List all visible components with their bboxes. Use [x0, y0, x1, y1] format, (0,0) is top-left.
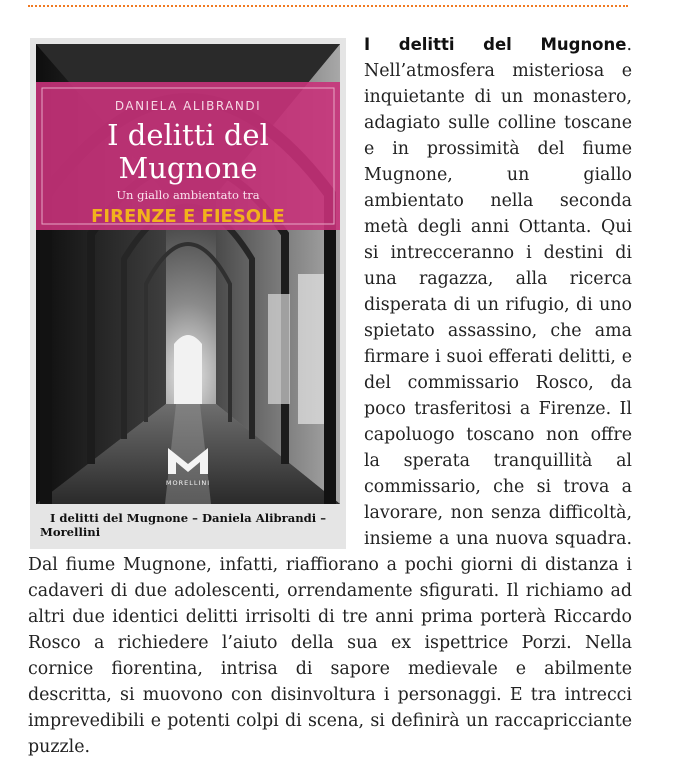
cover-author: DANIELA ALIBRANDI — [114, 99, 262, 113]
top-dotted-divider — [28, 5, 628, 7]
cover-title-line1: I delitti del — [107, 118, 269, 152]
article-title-end: . — [626, 35, 632, 55]
article-title: I delitti del Mugnone — [364, 35, 627, 54]
book-figure — [30, 38, 346, 549]
cover-subtitle: Un giallo ambientato tra — [116, 188, 260, 202]
article — [28, 32, 632, 760]
cover-publisher: MORELLINI — [165, 479, 211, 487]
cover-places: FIRENZE E FIESOLE — [91, 206, 285, 227]
article-body: Nell’atmosfera misteriosa e inquietante di un monastero, adagiato sulle colline toscane e in prossimità del fiume Mugnone, un giallo ambientato nella seconda metà degli anni Ottanta. Qui si intrecceranno i destini di una ragazza, alla ricerca disperata di un rifugio, di uno spietato assassino, che ama firmare i suoi efferati delitti, e del commissario Rosco, da poco trasferitosi a Firenze. Il capoluogo toscano non offre la sperata tranquillità al commissario, che si trova a lavorare, non senza difficoltà, insieme a una nuova squadra. Dal fiume Mugnone, infatti, riaffiorano a pochi giorni di distanza i cadaveri di due adolescenti, orrendamente sfigurati. Il richiamo ad altri due identici delitti irrisolti di tre anni prima porterà Riccardo Rosco a richiedere l’aiuto della sua ex ispettrice Porzi. Nella cornice fiorentina, intrisa di sapore medievale e abilmente descritta, si muovono con disinvoltura i personaggi. E tra intrecci imprevedibili e potenti colpi di scena, si definirà un raccapricciante puzzle. — [28, 61, 632, 757]
figure-caption: I delitti del Mugnone – Daniela Alibrandi – Morellini — [40, 511, 327, 539]
book-cover-image — [36, 44, 340, 504]
cover-title-line2: Mugnone — [118, 151, 258, 185]
